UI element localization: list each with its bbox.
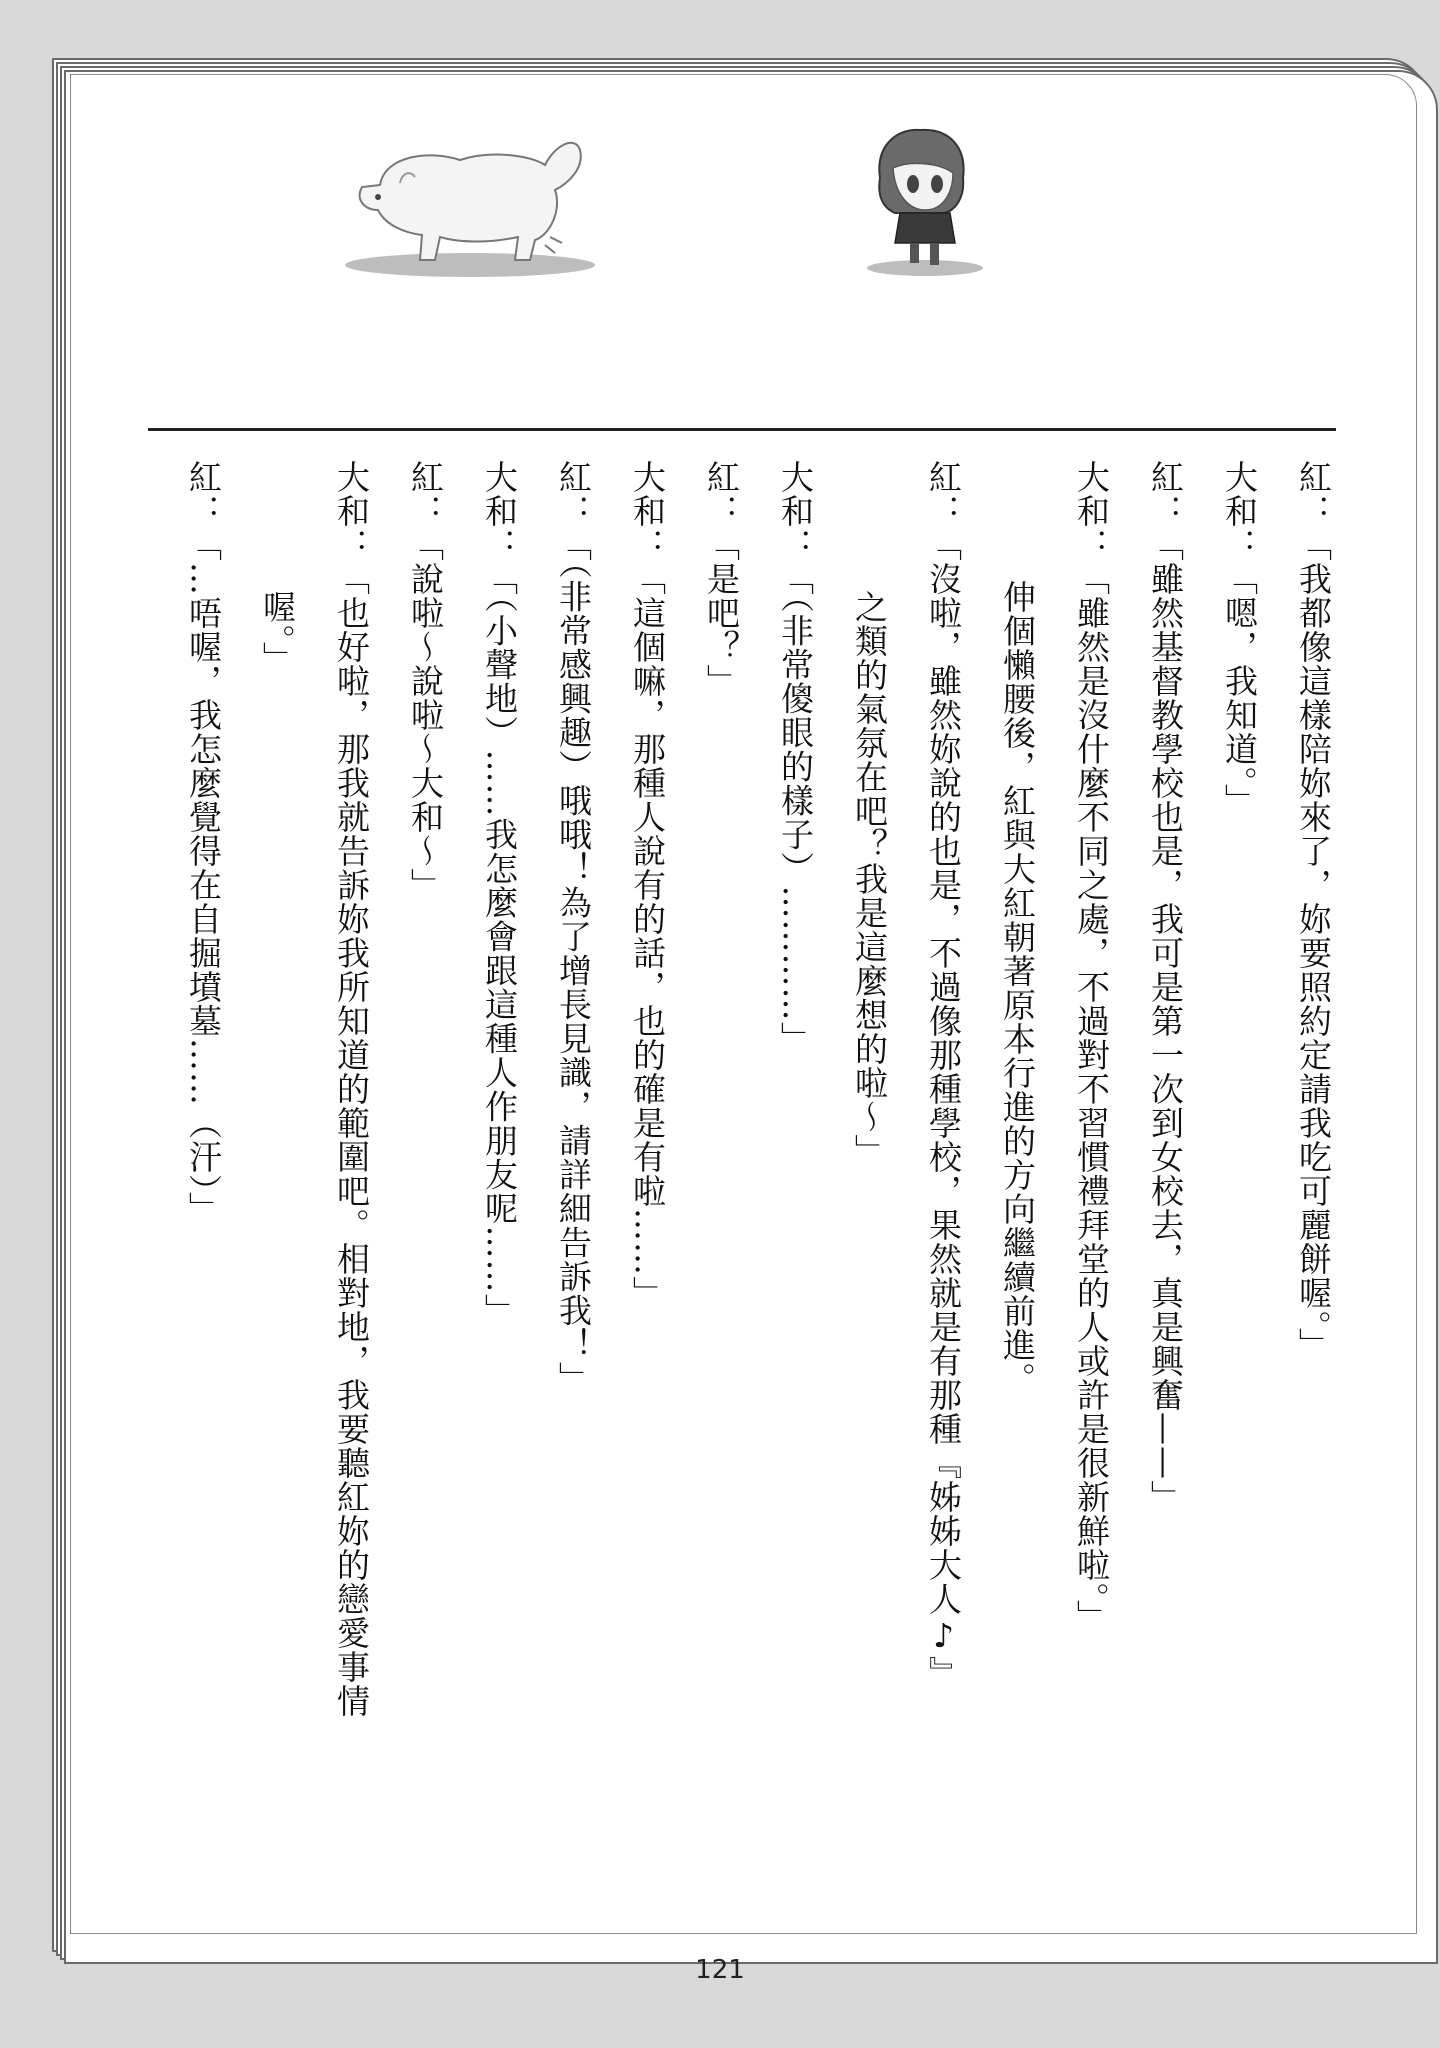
text-line [846,460,892,1990]
text-line [476,460,522,1860]
speaker-label: 大和： [776,460,815,562]
line-text: 「沒啦，雖然妳說的也是，不過像那種學校，果然就是有那種『姊姊大人♪』 [924,528,963,1690]
line-text: 「這個嘛，那種人說有的話，也的確是有啦……」 [628,562,667,1310]
header-rule [148,428,1336,431]
line-text: 「雖然是沒什麼不同之處，不過對不習慣禮拜堂的人或許是很新鮮啦。」 [1072,562,1111,1634]
line-text: 「（非常感興趣）哦哦！為了增長見識，請詳細告訴我！」 [554,528,593,1396]
text-line [994,460,1040,1980]
line-text: 「（非常傻眼的樣子）…………」 [776,562,815,1056]
line-text: 之類的氣氛在吧？我是這麼想的啦～」 [850,590,889,1168]
text-line [254,460,300,1990]
text-line [180,460,226,1860]
line-text: 「嗯，我知道。」 [1220,562,1259,818]
text-line [402,460,448,1860]
speaker-label: 紅： [1146,460,1185,528]
line-text: 伸個懶腰後，紅與大紅朝著原本行進的方向繼續前進。 [998,580,1037,1396]
line-text: 「（小聲地）……我怎麼會跟這種人作朋友呢……」 [480,562,519,1328]
speaker-label: 紅： [702,460,741,528]
dog-illustration [340,125,600,285]
text-line [550,460,596,1860]
speaker-label: 大和： [1072,460,1111,562]
line-text: 「說啦～說啦～大和～」 [406,528,445,902]
text-line [698,460,744,1860]
text-line [624,460,670,1860]
chibi-character-illustration [855,118,985,278]
speaker-label: 紅： [406,460,445,528]
speaker-label: 紅： [1294,460,1333,528]
line-text: 喔。」 [258,590,297,676]
speaker-label: 紅： [184,460,223,528]
page-number: 121 [695,1955,745,1985]
speaker-label: 大和： [628,460,667,562]
dialogue-text [148,460,1336,1860]
speaker-label: 紅： [554,460,593,528]
text-line [328,460,374,1860]
line-text: 「也好啦，那我就告訴妳我所知道的範圍吧。相對地，我要聽紅妳的戀愛事情 [332,562,371,1718]
speaker-label: 大和： [1220,460,1259,562]
text-line [1142,460,1188,1860]
speaker-label: 大和： [480,460,519,562]
line-text: 「我都像這樣陪妳來了，妳要照約定請我吃可麗餅喔。」 [1294,528,1333,1362]
line-text: 「…唔喔，我怎麼覺得在自掘墳墓……（汗）」 [184,528,223,1226]
speaker-label: 紅： [924,460,963,528]
speaker-label: 大和： [332,460,371,562]
text-line [1068,460,1114,1860]
text-line [1290,460,1336,1860]
line-text: 「雖然基督教學校也是，我可是第一次到女校去，真是興奮——」 [1146,528,1185,1514]
text-line [920,460,966,1860]
text-line [1216,460,1262,1860]
text-line [772,460,818,1860]
line-text: 「是吧？」 [702,528,741,698]
